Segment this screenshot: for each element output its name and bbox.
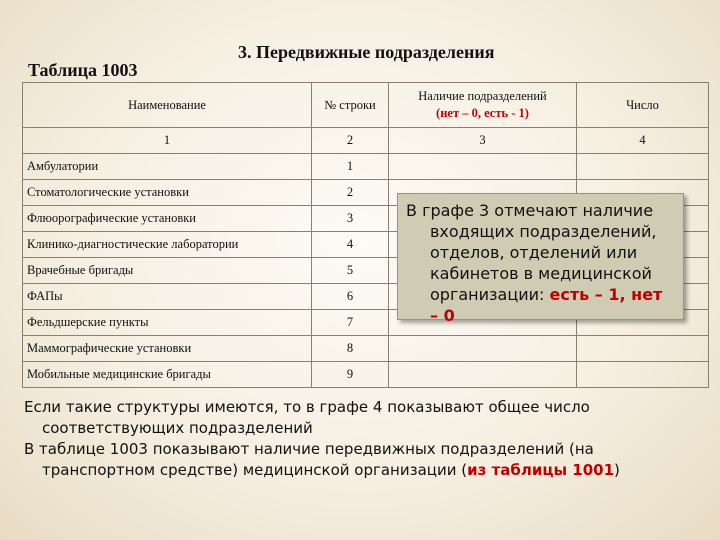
callout-line: В графе 3 отмечают наличие: [406, 201, 654, 220]
note-p2-highlight: из таблицы 1001: [467, 461, 615, 479]
row-number: 5: [312, 258, 389, 284]
column-number: 3: [389, 128, 577, 154]
row-number: 4: [312, 232, 389, 258]
row-name: Врачебные бригады: [23, 258, 312, 284]
header-count: Число: [577, 83, 709, 128]
note-p2-prefix: В таблице 1003 показывают наличие передвижных подразделений (на транспортном средстве) медицинской организации (: [24, 440, 594, 479]
row-number: 9: [312, 362, 389, 388]
row-number: 2: [312, 180, 389, 206]
column-numbers-row: [23, 128, 709, 154]
row-name: ФАПы: [23, 284, 312, 310]
column-number: 4: [577, 128, 709, 154]
notes: [24, 397, 704, 481]
callout-line5-highlight: есть – 1, нет – 0: [430, 285, 663, 325]
count-cell[interactable]: [577, 154, 709, 180]
header-presence-line2: (нет – 0, есть - 1): [436, 106, 529, 120]
header-presence: [389, 83, 577, 128]
row-name: Стоматологические установки: [23, 180, 312, 206]
callout-line-last: [406, 284, 675, 326]
header-name: Наименование: [23, 83, 312, 128]
note-paragraph-2: [24, 439, 704, 481]
callout-line5-prefix: организации:: [430, 285, 550, 304]
presence-cell[interactable]: [389, 154, 577, 180]
row-number: 7: [312, 310, 389, 336]
row-name: Амбулатории: [23, 154, 312, 180]
row-name: Маммографические установки: [23, 336, 312, 362]
callout-line: отделов, отделений или: [430, 243, 638, 262]
row-name: Флюорографические установки: [23, 206, 312, 232]
table-row: [23, 154, 709, 180]
row-name: Фельдшерские пункты: [23, 310, 312, 336]
row-name: Мобильные медицинские бригады: [23, 362, 312, 388]
slide-title: 3. Передвижные подразделения: [238, 42, 495, 62]
row-number: 8: [312, 336, 389, 362]
note-p2-suffix: ): [614, 461, 620, 479]
table-header-row: [23, 83, 709, 128]
count-cell[interactable]: [577, 336, 709, 362]
table-row: [23, 362, 709, 388]
column-number: 2: [312, 128, 389, 154]
row-number: 3: [312, 206, 389, 232]
header-row-number: № строки: [312, 83, 389, 128]
callout-note: [397, 193, 684, 325]
table-caption: Таблица 1003: [28, 60, 138, 80]
row-number: 1: [312, 154, 389, 180]
presence-cell[interactable]: [389, 362, 577, 388]
note-paragraph-1: Если такие структуры имеются, то в графе 4 показывают общее число соответствующих подразделений: [24, 398, 590, 437]
column-number: 1: [23, 128, 312, 154]
count-cell[interactable]: [577, 362, 709, 388]
table-row: [23, 336, 709, 362]
header-presence-line1: Наличие подразделений: [418, 89, 547, 103]
row-number: 6: [312, 284, 389, 310]
callout-line: входящих подразделений,: [430, 222, 657, 241]
callout-line: кабинетов в медицинской: [430, 264, 652, 283]
presence-cell[interactable]: [389, 336, 577, 362]
row-name: Клинико-диагностические лаборатории: [23, 232, 312, 258]
